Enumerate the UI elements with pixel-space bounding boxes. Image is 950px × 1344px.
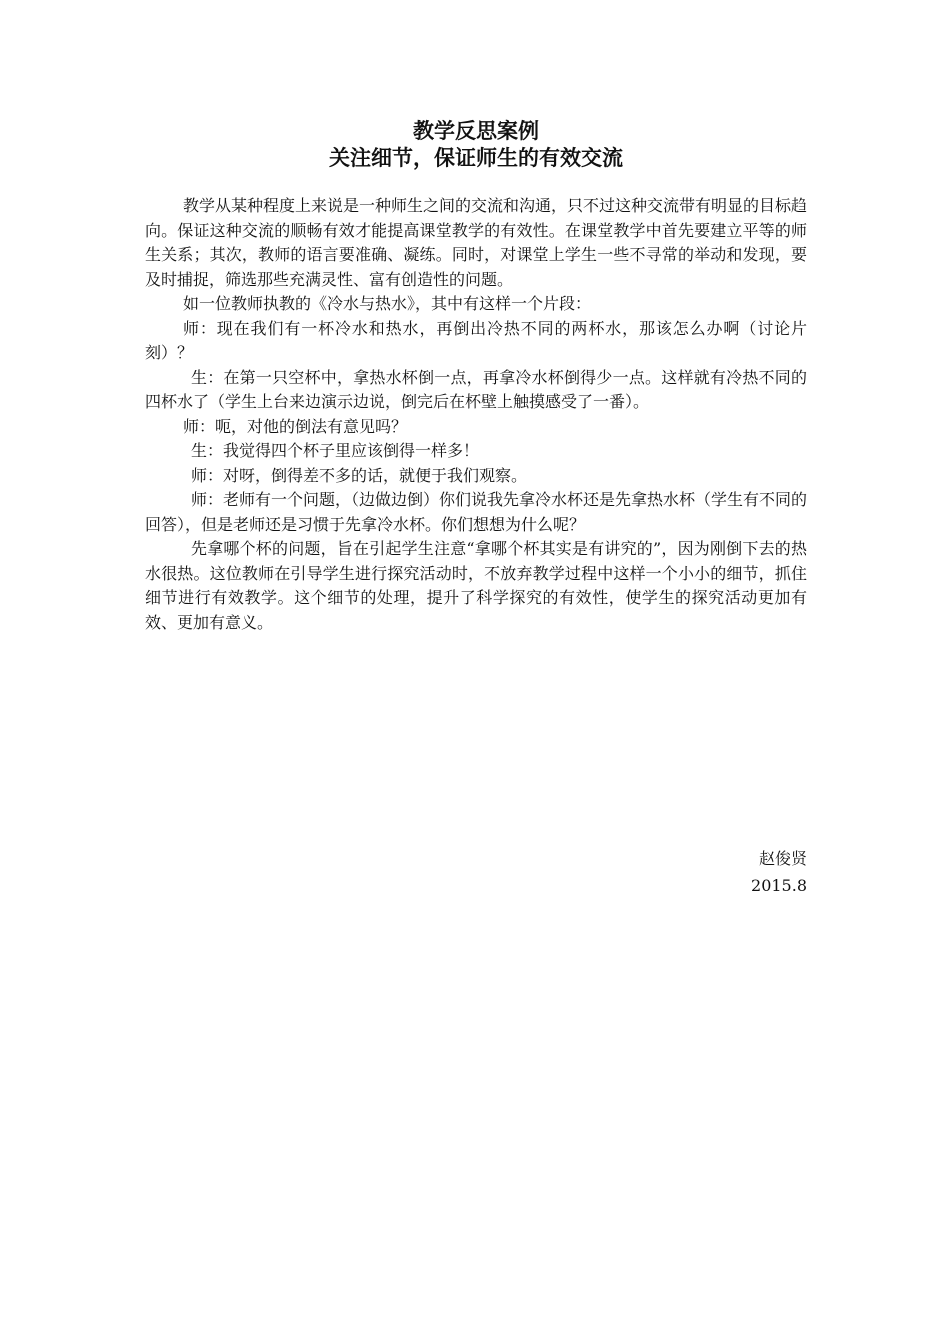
document-date: 2015.8 — [751, 876, 807, 895]
dialogue-teacher-1: 师：现在我们有一杯冷水和热水，再倒出冷热不同的两杯水，那该怎么办啊（讨论片刻）？ — [145, 318, 807, 362]
dialogue-student-2: 生：我觉得四个杯子里应该倒得一样多！ — [191, 441, 480, 460]
document-subtitle: 关注细节，保证师生的有效交流 — [329, 146, 623, 170]
author-name: 赵俊贤 — [758, 849, 807, 868]
paragraph-intro: 教学从某种程度上来说是一种师生之间的交流和沟通，只不过这种交流带有明显的目标趋向。保证这种交流的顺畅有效才能提高课堂教学的有效性。在课堂教学中首先要建立平等的师生关系；其次，教师的语言要准确、凝练。同时，对课堂上学生一些不寻常的举动和发现，要及时捕捉，筛选那些充满灵性、富有创造性的问题。 — [145, 196, 808, 289]
paragraph-example-intro: 如一位教师执教的《冷水与热水》，其中有这样一个片段： — [183, 294, 592, 313]
dialogue-teacher-3: 师：对呀，倒得差不多的话，就便于我们观察。 — [191, 465, 528, 485]
document-title: 教学反思案例 — [413, 119, 539, 143]
paragraph-reflection: 先拿哪个杯的问题，旨在引起学生注意“拿哪个杯其实是有讲究的”，因为刚倒下去的热水很热。这位教师在引导学生进行探究活动时，不放弃教学过程中这样一个小小的细节，抓住细节进行有效教学。这个细节的处理，提升了科学探究的有效性，使学生的探究活动更加有效、更加有意义。 — [145, 539, 807, 632]
document-body — [145, 118, 807, 635]
dialogue-student-1: 生：在第一只空杯中，拿热水杯倒一点，再拿冷水杯倒得少一点。这样就有冷热不同的四杯水了（学生上台来边演示边说，倒完后在杯壁上触摸感受了一番）。 — [145, 367, 807, 411]
dialogue-teacher-2: 师：呃，对他的倒法有意见吗？ — [183, 416, 408, 436]
dialogue-teacher-4: 师：老师有一个问题，（边做边倒）你们说我先拿冷水杯还是先拿热水杯（学生有不同的回答），但是老师还是习惯于先拿冷水杯。你们想想为什么呢？ — [145, 490, 808, 534]
